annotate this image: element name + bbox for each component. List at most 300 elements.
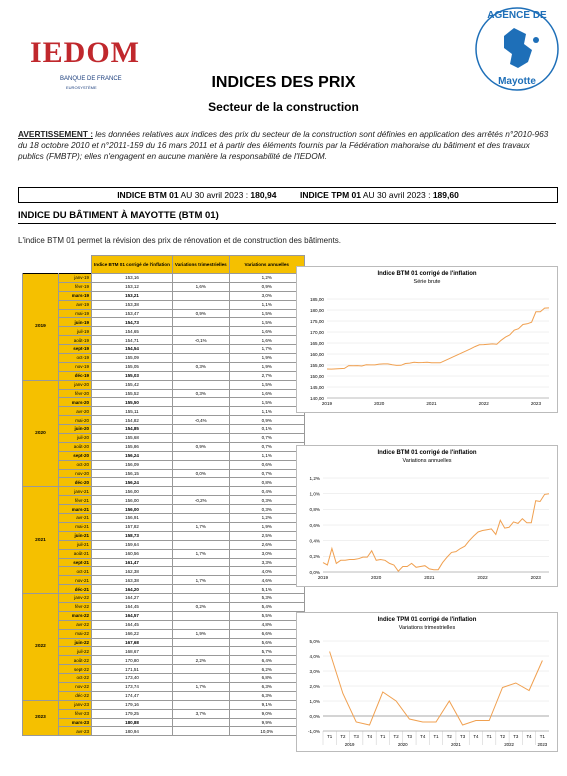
x-tick-label: 2020 <box>374 401 385 406</box>
table-month-cell: nov-22 <box>59 682 92 691</box>
edom-logo-bdf: BANQUE DE FRANCE <box>60 76 122 82</box>
table-month-cell: août-22 <box>59 656 92 665</box>
table-month-cell: juil-19 <box>59 327 92 336</box>
table-month-cell: sept-21 <box>59 558 92 567</box>
table-row <box>23 620 305 629</box>
x-tick-label: T1 <box>327 734 333 739</box>
table-row <box>23 611 305 620</box>
y-tick-label: 2,0% <box>309 683 320 689</box>
table-row <box>23 389 305 398</box>
table-year-cell: 2019 <box>23 274 59 381</box>
x-tick-label: T3 <box>406 734 412 739</box>
chart-svg <box>297 267 557 412</box>
table-annual-cell: 1,5% <box>229 309 304 318</box>
table-quarterly-cell <box>172 611 229 620</box>
x-tick-label: T3 <box>460 734 466 739</box>
table-index-cell: 156,24 <box>92 478 173 487</box>
table-annual-cell: 6,6% <box>229 629 304 638</box>
table-month-cell: juin-21 <box>59 531 92 540</box>
chart-svg <box>297 613 557 751</box>
table-annual-cell: 1,1% <box>229 300 304 309</box>
chart-tpm-quarterly <box>296 612 558 752</box>
table-annual-cell: 6,3% <box>229 682 304 691</box>
x-tick-label: T4 <box>526 734 532 739</box>
table-annual-cell: 1,6% <box>229 327 304 336</box>
table-month-cell: août-19 <box>59 336 92 345</box>
table-annual-cell: 5,1% <box>229 585 304 594</box>
table-index-cell: 164,27 <box>92 594 173 603</box>
y-tick-label: 1,0% <box>309 698 320 704</box>
table-month-cell: oct-20 <box>59 460 92 469</box>
table-annual-cell: 3,0% <box>229 549 304 558</box>
table-year-cell: 2020 <box>23 380 59 487</box>
table-quarterly-cell <box>172 327 229 336</box>
table-index-cell: 156,00 <box>92 487 173 496</box>
table-row <box>23 442 305 451</box>
x-tick-label: T3 <box>513 734 519 739</box>
intro-text: L'indice BTM 01 permet la révision des prix de rénovation et de construction des bâtiments. <box>18 236 342 245</box>
table-quarterly-cell: -0,4% <box>172 416 229 425</box>
table-quarterly-cell: 0,0% <box>172 469 229 478</box>
table-quarterly-cell <box>172 425 229 434</box>
table-quarterly-cell <box>172 620 229 629</box>
table-quarterly-cell <box>172 407 229 416</box>
table-index-cell: 153,16 <box>92 274 173 283</box>
btm-label: INDICE BTM 01 <box>117 190 179 200</box>
table-annual-cell: 1,5% <box>229 380 304 389</box>
y-tick-label: 4,0% <box>309 653 320 659</box>
btm-table <box>22 255 305 736</box>
y-tick-label: 170,00 <box>309 329 324 335</box>
y-tick-label: 1,2% <box>309 475 320 481</box>
y-tick-label: 150,00 <box>309 373 324 379</box>
edom-logo-text: IEDOM <box>30 36 140 69</box>
table-index-cell: 155,52 <box>92 389 173 398</box>
table-annual-cell: 0,8% <box>229 478 304 487</box>
table-index-cell: 154,73 <box>92 318 173 327</box>
series-line <box>327 308 549 369</box>
y-tick-label: 0,4% <box>309 538 320 544</box>
x-tick-label: T2 <box>446 734 452 739</box>
table-index-cell: 160,56 <box>92 549 173 558</box>
table-annual-cell: 1,1% <box>229 451 304 460</box>
table-row <box>23 576 305 585</box>
warning-paragraph <box>18 129 556 162</box>
table-index-cell: 153,47 <box>92 309 173 318</box>
table-year-cell: 2021 <box>23 487 59 594</box>
table-month-cell: avr-22 <box>59 620 92 629</box>
x-tick-label: T1 <box>433 734 439 739</box>
table-annual-cell: 6,4% <box>229 656 304 665</box>
table-month-cell: juil-20 <box>59 434 92 443</box>
table-quarterly-cell: 1,7% <box>172 522 229 531</box>
table-index-cell: 174,47 <box>92 691 173 700</box>
table-quarterly-cell: 0,3% <box>172 362 229 371</box>
warning-label: AVERTISSEMENT : <box>18 129 93 139</box>
chart-title: Indice TPM 01 corrigé de l'inflation <box>377 617 477 623</box>
table-index-cell: 179,25 <box>92 709 173 718</box>
table-index-cell: 155,05 <box>92 362 173 371</box>
chart-btm-annual <box>296 445 558 587</box>
table-quarterly-cell <box>172 345 229 354</box>
table-month-cell: juil-21 <box>59 540 92 549</box>
table-index-cell: 180,88 <box>92 718 173 727</box>
table-quarterly-cell <box>172 291 229 300</box>
agence-logo-bottom: Mayotte <box>498 76 536 87</box>
table-annual-cell: 1,7% <box>229 345 304 354</box>
table-month-cell: nov-21 <box>59 576 92 585</box>
table-month-cell: juin-20 <box>59 425 92 434</box>
table-annual-cell: 1,9% <box>229 362 304 371</box>
table-annual-cell: 1,2% <box>229 514 304 523</box>
table-month-cell: févr-22 <box>59 602 92 611</box>
table-quarterly-cell: -0,1% <box>172 336 229 345</box>
table-month-cell: déc-21 <box>59 585 92 594</box>
table-month-cell: oct-22 <box>59 674 92 683</box>
table-index-cell: 157,82 <box>92 522 173 531</box>
table-month-cell: août-20 <box>59 442 92 451</box>
table-month-cell: juin-19 <box>59 318 92 327</box>
table-month-cell: janv-19 <box>59 274 92 283</box>
table-annual-cell: 4,0% <box>229 567 304 576</box>
table-quarterly-cell <box>172 567 229 576</box>
table-annual-cell: 3,3% <box>229 558 304 567</box>
table-month-cell: mars-21 <box>59 505 92 514</box>
table-index-cell: 156,24 <box>92 451 173 460</box>
table-body <box>23 274 305 736</box>
table-month-cell: mai-19 <box>59 309 92 318</box>
table-quarterly-cell <box>172 691 229 700</box>
table-quarterly-cell <box>172 674 229 683</box>
x-tick-label: 2020 <box>371 575 382 580</box>
table-quarterly-cell: 0,3% <box>172 389 229 398</box>
table-quarterly-cell <box>172 700 229 709</box>
table-header-annual: Variations annuelles <box>229 256 304 274</box>
chart-btm-raw <box>296 266 558 413</box>
table-annual-cell: 6,8% <box>229 674 304 683</box>
table-annual-cell: 4,8% <box>229 620 304 629</box>
table-month-cell: févr-19 <box>59 282 92 291</box>
chart-subtitle: Série brute <box>413 279 441 285</box>
table-index-cell: 156,15 <box>92 469 173 478</box>
table-quarterly-cell <box>172 514 229 523</box>
table-index-cell: 173,40 <box>92 674 173 683</box>
table-quarterly-cell <box>172 594 229 603</box>
table-index-cell: 156,00 <box>92 505 173 514</box>
table-header-blank <box>23 256 59 274</box>
table-index-cell: 156,09 <box>92 460 173 469</box>
table-row <box>23 291 305 300</box>
tpm-value: 189,60 <box>432 190 459 200</box>
y-tick-label: 185,00 <box>309 296 324 302</box>
table-quarterly-cell: 3,7% <box>172 709 229 718</box>
table-quarterly-cell <box>172 585 229 594</box>
table-quarterly-cell: 0,2% <box>172 602 229 611</box>
y-tick-label: 0,2% <box>309 554 320 560</box>
table-index-cell: 154,71 <box>92 336 173 345</box>
table-annual-cell: 9,0% <box>229 709 304 718</box>
x-tick-label: T1 <box>539 734 545 739</box>
table-quarterly-cell <box>172 434 229 443</box>
x-tick-label: 2023 <box>530 575 541 580</box>
table-annual-cell: 5,5% <box>229 611 304 620</box>
table-row <box>23 638 305 647</box>
table-row <box>23 380 305 389</box>
table-index-cell: 180,94 <box>92 727 173 736</box>
y-tick-label: 3,0% <box>309 668 320 674</box>
table-index-cell: 154,54 <box>92 345 173 354</box>
table-annual-cell: 5,4% <box>229 602 304 611</box>
table-month-cell: avr-19 <box>59 300 92 309</box>
table-header-row <box>23 256 305 274</box>
table-quarterly-cell <box>172 638 229 647</box>
table-index-cell: 179,16 <box>92 700 173 709</box>
table-row <box>23 682 305 691</box>
table-quarterly-cell <box>172 727 229 736</box>
page-subtitle: Secteur de la construction <box>208 100 359 114</box>
table-header-blank <box>59 256 92 274</box>
table-quarterly-cell: 1,7% <box>172 682 229 691</box>
table-row <box>23 416 305 425</box>
y-tick-label: 155,00 <box>309 362 324 368</box>
table-index-cell: 156,00 <box>92 496 173 505</box>
table-row <box>23 691 305 700</box>
table-row <box>23 647 305 656</box>
table-row <box>23 300 305 309</box>
table-row <box>23 540 305 549</box>
chart-subtitle: Variations trimestrielles <box>398 625 456 631</box>
table-annual-cell: 5,7% <box>229 647 304 656</box>
table-annual-cell: 1,9% <box>229 522 304 531</box>
table-annual-cell: 0,7% <box>229 434 304 443</box>
table-row <box>23 327 305 336</box>
table-row <box>23 496 305 505</box>
table-quarterly-cell: 1,7% <box>172 549 229 558</box>
table-annual-cell: 1,2% <box>229 274 304 283</box>
table-month-cell: mars-22 <box>59 611 92 620</box>
table-row <box>23 602 305 611</box>
table-annual-cell: 2,6% <box>229 540 304 549</box>
table-row <box>23 567 305 576</box>
table-row <box>23 531 305 540</box>
btm-value: 180,94 <box>250 190 277 200</box>
table-row <box>23 336 305 345</box>
x-tick-label: 2022 <box>477 575 488 580</box>
table-month-cell: déc-20 <box>59 478 92 487</box>
table-index-cell: 155,86 <box>92 442 173 451</box>
table-annual-cell: 0,9% <box>229 282 304 291</box>
table-index-cell: 155,68 <box>92 434 173 443</box>
table-month-cell: janv-20 <box>59 380 92 389</box>
y-tick-label: 1,0% <box>309 491 320 497</box>
table-row <box>23 282 305 291</box>
table-row <box>23 558 305 567</box>
table-quarterly-cell <box>172 505 229 514</box>
table-row <box>23 665 305 674</box>
table-annual-cell: 9,9% <box>229 718 304 727</box>
warning-text: les données relatives aux indices des prix du secteur de la construction sont définies en application des arrêtés n°2010-963 du 18 octobre 2010 et n°2011-159 du 16 mars 2011 et à partir des éléments fournis par la Fédération mahoraise du bâtiment et des travaux publics (FMBTP); elles n'engagent en aucune manière la responsabilité de l'IEDOM. <box>18 129 549 161</box>
table-row <box>23 274 305 283</box>
table-header-quarterly: Variations trimestrielles <box>172 256 229 274</box>
table-quarterly-cell: 1,6% <box>172 282 229 291</box>
table-annual-cell: 6,2% <box>229 665 304 674</box>
y-tick-label: 0,6% <box>309 522 320 528</box>
x-tick-label: T1 <box>380 734 386 739</box>
y-tick-label: 0,0% <box>309 713 320 719</box>
table-annual-cell: 0,9% <box>229 416 304 425</box>
y-tick-label: 5,0% <box>309 638 320 644</box>
table-quarterly-cell <box>172 665 229 674</box>
series-line <box>323 494 549 572</box>
table-annual-cell: 5,6% <box>229 638 304 647</box>
table-quarterly-cell <box>172 487 229 496</box>
table-index-cell: 155,11 <box>92 407 173 416</box>
table-row <box>23 487 305 496</box>
table-row <box>23 425 305 434</box>
table-quarterly-cell <box>172 647 229 656</box>
table-header-index: Indice BTM 01 corrigé de l'inflation <box>92 256 173 274</box>
table-quarterly-cell: 2,2% <box>172 656 229 665</box>
x-tick-label: 2019 <box>321 401 333 406</box>
table-index-cell: 153,12 <box>92 282 173 291</box>
x-year-label: 2019 <box>344 742 355 747</box>
table-month-cell: avr-21 <box>59 514 92 523</box>
table-quarterly-cell <box>172 274 229 283</box>
x-year-label: 2023 <box>537 742 548 747</box>
page-title: INDICES DES PRIX <box>211 74 356 91</box>
table-index-cell: 173,74 <box>92 682 173 691</box>
table-index-cell: 167,68 <box>92 638 173 647</box>
x-tick-label: 2021 <box>426 401 437 406</box>
table-month-cell: janv-23 <box>59 700 92 709</box>
table-row <box>23 594 305 603</box>
table-row <box>23 407 305 416</box>
table-annual-cell: 1,5% <box>229 398 304 407</box>
agence-logo-top: AGENCE DE <box>487 10 547 21</box>
table-row <box>23 629 305 638</box>
table-month-cell: févr-20 <box>59 389 92 398</box>
section-title: INDICE DU BÂTIMENT À MAYOTTE (BTM 01) <box>18 210 556 224</box>
table-annual-cell: 1,1% <box>229 407 304 416</box>
table-month-cell: oct-19 <box>59 354 92 363</box>
table-index-cell: 153,38 <box>92 300 173 309</box>
table-index-cell: 170,80 <box>92 656 173 665</box>
x-year-label: 2020 <box>397 742 408 747</box>
table-month-cell: janv-21 <box>59 487 92 496</box>
table-row <box>23 700 305 709</box>
table-row <box>23 354 305 363</box>
table-year-cell: 2023 <box>23 700 59 736</box>
table-quarterly-cell <box>172 460 229 469</box>
table-month-cell: sept-20 <box>59 451 92 460</box>
table-month-cell: août-21 <box>59 549 92 558</box>
table-annual-cell: 6,3% <box>229 691 304 700</box>
table-index-cell: 158,73 <box>92 531 173 540</box>
table-row <box>23 451 305 460</box>
table-index-cell: 155,03 <box>92 371 173 380</box>
y-tick-label: 0,0% <box>309 569 320 575</box>
table-row <box>23 398 305 407</box>
table-index-cell: 166,22 <box>92 629 173 638</box>
table-month-cell: mai-22 <box>59 629 92 638</box>
table-quarterly-cell <box>172 371 229 380</box>
table-annual-cell: 2,5% <box>229 531 304 540</box>
table-annual-cell: 2,7% <box>229 371 304 380</box>
table-row <box>23 460 305 469</box>
table-quarterly-cell: 1,9% <box>172 629 229 638</box>
table-row <box>23 478 305 487</box>
table-row <box>23 309 305 318</box>
table-row <box>23 434 305 443</box>
table-index-cell: 161,47 <box>92 558 173 567</box>
x-tick-label: T2 <box>499 734 506 739</box>
table-month-cell: mai-21 <box>59 522 92 531</box>
table-index-cell: 163,38 <box>92 576 173 585</box>
table-month-cell: janv-22 <box>59 594 92 603</box>
table-month-cell: oct-21 <box>59 567 92 576</box>
table-row <box>23 709 305 718</box>
table-annual-cell: 1,9% <box>229 354 304 363</box>
table-index-cell: 155,09 <box>92 354 173 363</box>
table-index-cell: 164,20 <box>92 585 173 594</box>
table-month-cell: avr-20 <box>59 407 92 416</box>
table-annual-cell: 1,6% <box>229 336 304 345</box>
table-month-cell: mai-20 <box>59 416 92 425</box>
table-row <box>23 522 305 531</box>
table-month-cell: févr-23 <box>59 709 92 718</box>
table-month-cell: juil-22 <box>59 647 92 656</box>
edom-logo-euro: EUROSYSTÈME <box>66 85 97 90</box>
x-tick-label: T4 <box>420 734 426 739</box>
table-index-cell: 168,67 <box>92 647 173 656</box>
table-month-cell: sept-22 <box>59 665 92 674</box>
series-line <box>330 652 543 726</box>
table-index-cell: 153,21 <box>92 291 173 300</box>
table-index-cell: 154,82 <box>92 416 173 425</box>
btm-date: AU 30 avril 2023 : <box>178 190 251 200</box>
x-tick-label: T2 <box>340 734 346 739</box>
x-tick-label: T3 <box>353 734 359 739</box>
table-month-cell: déc-22 <box>59 691 92 700</box>
table-row <box>23 318 305 327</box>
chart-subtitle: Variations annuelles <box>402 458 452 464</box>
y-tick-label: 175,00 <box>309 318 324 324</box>
table-annual-cell: 1,6% <box>229 389 304 398</box>
table-annual-cell: 4,6% <box>229 576 304 585</box>
table-annual-cell: 10,0% <box>229 727 304 736</box>
y-tick-label: 0,8% <box>309 507 320 513</box>
table-month-cell: nov-20 <box>59 469 92 478</box>
x-tick-label: T1 <box>486 734 492 739</box>
x-tick-label: 2021 <box>424 575 435 580</box>
table-row <box>23 727 305 736</box>
table-row <box>23 505 305 514</box>
table-month-cell: mars-23 <box>59 718 92 727</box>
y-tick-label: 140,00 <box>309 395 324 401</box>
table-quarterly-cell <box>172 380 229 389</box>
table-annual-cell: 0,3% <box>229 505 304 514</box>
x-tick-label: 2023 <box>530 401 542 406</box>
y-tick-label: 180,00 <box>309 307 324 313</box>
table-index-cell: 162,38 <box>92 567 173 576</box>
table-month-cell: déc-19 <box>59 371 92 380</box>
table-month-cell: juin-22 <box>59 638 92 647</box>
x-tick-label: 2022 <box>478 401 489 406</box>
x-year-label: 2022 <box>504 742 515 747</box>
table-row <box>23 674 305 683</box>
table-month-cell: nov-19 <box>59 362 92 371</box>
table-month-cell: mars-19 <box>59 291 92 300</box>
